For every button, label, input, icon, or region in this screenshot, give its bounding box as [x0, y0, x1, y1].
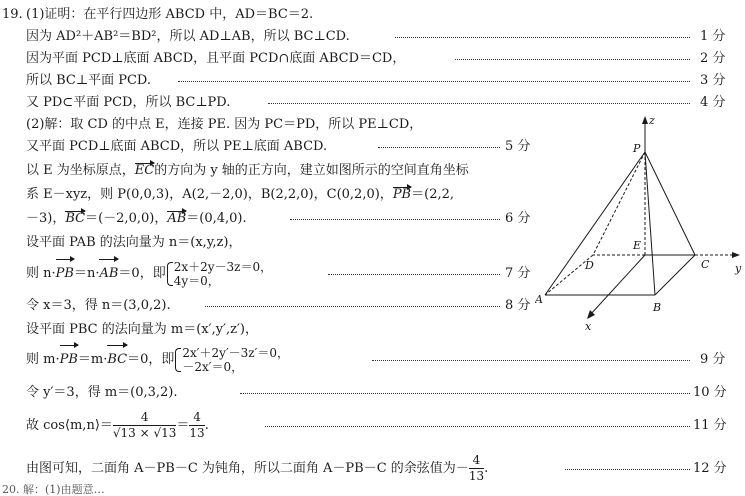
score-7: 7 分 — [505, 266, 531, 281]
pyramid-figure — [535, 112, 745, 337]
y-axis-arrow — [732, 252, 740, 258]
line-2-text: 因为 AD²＋AB²＝BD²，所以 AD⊥AB，所以 BC⊥CD. — [26, 29, 350, 44]
score-8: 8 分 — [505, 298, 531, 313]
line-5-text: 又 PD⊂平面 PCD，所以 BC⊥PD. — [26, 95, 231, 110]
vector-PB: PB — [60, 342, 78, 378]
leader-dots — [268, 103, 690, 104]
vector-BC: BC — [107, 342, 127, 378]
leader-dots — [378, 147, 500, 148]
vector-AB: AB — [99, 256, 118, 292]
z-axis-arrow — [642, 116, 648, 124]
equation-system: 2x′＋2y′－3z′＝0， －2x′＝0， — [174, 346, 289, 374]
x-axis — [590, 255, 645, 315]
proof-intro: (1)证明：在平行四边形 ABCD 中，AD＝BC＝2. — [26, 7, 314, 22]
line-17 — [0, 406, 745, 446]
score-6: 6 分 — [505, 211, 531, 226]
problem-number: 19. — [2, 7, 23, 22]
equation-system: 2x＋2y－3z＝0， 4y＝0， — [166, 260, 272, 288]
line-5 — [0, 92, 745, 114]
label-A: A — [535, 293, 543, 306]
line-18-text: 由图可知，二面角 A－PB－C 为钝角，所以二面角 A－PB－C 的余弦值为－ $\frac{4}{13}$ . — [26, 453, 489, 483]
line-6-text: (2)解：取 CD 的中点 E，连接 PE. 因为 PC＝PD，所以 PE⊥CD， — [26, 117, 423, 132]
line-2 — [0, 26, 745, 48]
leader-dots — [290, 219, 500, 220]
line-1 — [0, 4, 745, 26]
line-8 — [0, 160, 535, 182]
next-problem-partial — [0, 484, 300, 496]
line-13 — [0, 295, 535, 317]
leader-dots — [265, 426, 690, 427]
line-11 — [0, 232, 535, 254]
line-9-text: 系 E－xyz，则 P(0,0,3)，A(2,－2,0)，B(2,2,0)，C(0,2,0)，PB＝(2,2, — [26, 184, 454, 206]
label-x: x — [585, 320, 592, 333]
next-problem-text: 20. 解：(1)由题意… — [2, 484, 105, 496]
line-11-text: 设平面 PAB 的法向量为 n＝(x,y,z)， — [26, 235, 242, 250]
vector-PB: PB — [393, 184, 411, 206]
label-C: C — [701, 258, 710, 271]
leader-dots — [395, 37, 690, 38]
score-3: 3 分 — [700, 73, 726, 88]
fraction-1: $\frac{4}{√13 \times √13}$ — [112, 410, 177, 440]
score-4: 4 分 — [700, 95, 726, 110]
score-10: 10 分 — [693, 385, 727, 400]
line-3-text: 因为平面 PCD⊥底面 ABCD，且平面 PCD∩底面 ABCD＝CD， — [26, 51, 406, 66]
line-10-text: －3)，BC＝(－2,0,0)，AB＝(0,4,0). — [26, 208, 247, 230]
line-4 — [0, 70, 745, 92]
line-4-text: 所以 BC⊥平面 PCD. — [26, 73, 152, 88]
score-2: 2 分 — [700, 51, 726, 66]
line-14-text: 设平面 PBC 的法向量为 m＝(x′,y′,z′)， — [26, 322, 259, 337]
line-6 — [0, 114, 520, 136]
line-7-text: 又平面 PCD⊥底面 ABCD，所以 PE⊥底面 ABCD. — [26, 139, 328, 154]
line-7 — [0, 136, 535, 158]
line-9 — [0, 184, 535, 206]
line-13-text: 令 x＝3，得 n＝(3,0,2). — [26, 298, 171, 313]
vector-AB: AB — [167, 208, 186, 230]
line-12-text: 则 n·PB＝n·AB＝0，即 2x＋2y－3z＝0， 4y＝0， — [26, 256, 272, 292]
label-z: z — [649, 114, 655, 127]
leader-dots — [455, 59, 690, 60]
label-P: P — [633, 142, 641, 155]
line-18 — [0, 452, 745, 486]
vector-PB: PB — [56, 256, 74, 292]
leader-dots — [205, 306, 500, 307]
score-9: 9 分 — [700, 352, 726, 367]
line-16 — [0, 382, 745, 404]
score-5: 5 分 — [505, 139, 531, 154]
leader-dots — [565, 469, 690, 470]
edge-PB — [645, 152, 655, 295]
score-1: 1 分 — [700, 29, 726, 44]
leader-dots — [240, 393, 690, 394]
leader-dots — [372, 360, 690, 361]
edge-BC — [655, 255, 695, 295]
line-15 — [0, 342, 745, 378]
edge-PA — [545, 152, 645, 295]
score-12: 12 分 — [693, 461, 727, 476]
edge-PC — [645, 152, 695, 255]
label-B: B — [653, 301, 662, 314]
fraction-2: $\frac{4}{13}$ — [189, 410, 205, 440]
label-E: E — [633, 239, 642, 252]
line-10 — [0, 208, 535, 230]
leader-dots — [178, 81, 690, 82]
line-12 — [0, 256, 535, 292]
label-y: y — [735, 262, 742, 275]
vector-EC: EC — [135, 160, 154, 182]
label-D: D — [585, 259, 594, 272]
line-8-text: 以 E 为坐标原点，EC的方向为 y 轴的正方向，建立如图所示的空间直角坐标 — [26, 160, 469, 182]
line-17-text: 故 cos⟨m,n⟩＝ $\frac{4}{√13 \times √13}$ ＝ $\frac{4}{13}$ . — [26, 410, 209, 440]
line-3 — [0, 48, 745, 70]
line-16-text: 令 y′＝3，得 m＝(0,3,2). — [26, 385, 178, 400]
fraction-answer: $\frac{4}{13}$ — [468, 453, 485, 483]
leader-dots — [328, 274, 500, 275]
score-11: 11 分 — [693, 418, 727, 433]
line-15-text: 则 m·PB＝m·BC＝0，即 2x′＋2y′－3z′＝0， －2x′＝0， — [26, 342, 289, 378]
vector-BC: BC — [65, 208, 85, 230]
